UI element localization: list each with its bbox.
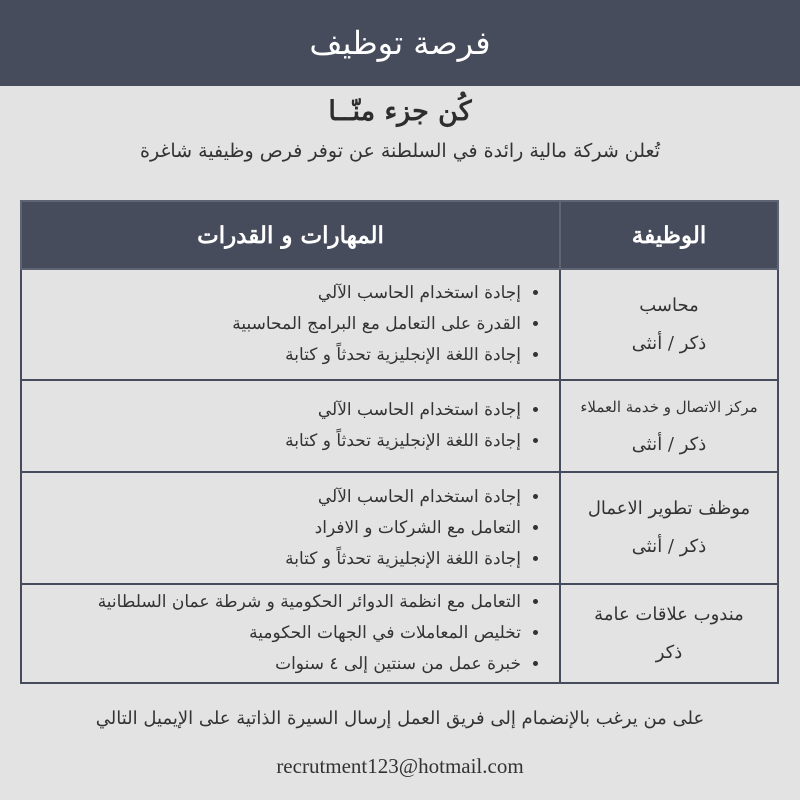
skills-cell [21,472,560,584]
job-cell [560,380,778,472]
skill-item: • خبرة عمل من سنتين إلى ٤ سنوات [32,649,521,680]
skill-item: • إجادة اللغة الإنجليزية تحدثاً و كتابة [32,426,521,457]
job-title: موظف تطوير الاعمال [587,498,751,519]
title-banner [0,0,800,86]
table-row [21,472,778,584]
job-title: مندوب علاقات عامة [594,603,744,625]
header-job: الوظيفة [560,201,778,269]
footer-text: على من يرغب بالإنضمام إلى فريق العمل إرسال السيرة الذاتية على الإيميل التالي [95,708,705,729]
job-cell [560,584,778,683]
job-title: مركز الاتصال و خدمة العملاء [580,398,758,416]
header-skills: المهارات و القدرات [21,201,560,269]
subtitle: تُعلن شركة مالية رائدة في السلطنة عن توفر فرص وظيفية شاغرة [140,140,660,162]
banner-title: فرصة توظيف [309,24,491,62]
skills-cell [21,584,560,683]
job-cell [560,269,778,380]
headline: كُن جزء منّــا [328,96,472,127]
job-gender: ذكر / أنثى [631,332,707,354]
job-title: محاسب [639,294,699,316]
skill-item: • التعامل مع الشركات و الافراد [32,513,521,544]
job-gender: ذكر / أنثى [631,536,707,557]
skill-item: • إجادة استخدام الحاسب الآلي [32,395,521,426]
skill-item: • إجادة استخدام الحاسب الآلي [32,482,521,513]
skill-item: • تخليص المعاملات في الجهات الحكومية [32,618,521,649]
job-gender: ذكر [655,641,683,663]
table-row [21,584,778,683]
jobs-table [20,200,779,684]
skill-item: • التعامل مع انظمة الدوائر الحكومية و شرطة عمان السلطانية [32,587,521,618]
contact-email: recrutment123@hotmail.com [276,754,524,778]
table-row [21,380,778,472]
skills-cell [21,269,560,380]
skill-item: • إجادة اللغة الإنجليزية تحدثاً و كتابة [32,544,521,575]
skill-item: • القدرة على التعامل مع البرامج المحاسبية [32,309,521,340]
job-gender: ذكر / أنثى [631,434,707,455]
table-row [21,269,778,380]
table-header-row [21,201,778,269]
job-cell [560,472,778,584]
skill-item: • إجادة استخدام الحاسب الآلي [32,278,521,309]
skill-item: • إجادة اللغة الإنجليزية تحدثاً و كتابة [32,340,521,371]
skills-cell [21,380,560,472]
